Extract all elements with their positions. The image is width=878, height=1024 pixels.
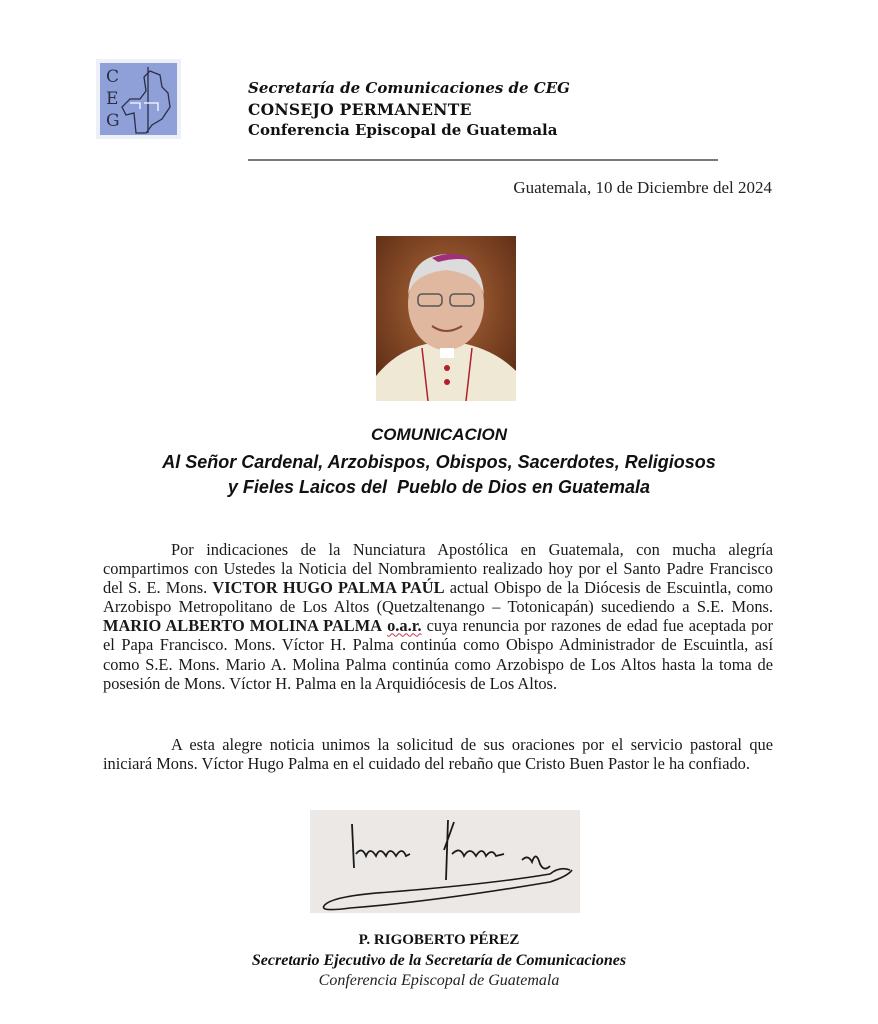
header-conferencia: Conferencia Episcopal de Guatemala <box>248 121 558 139</box>
header-consejo: CONSEJO PERMANENTE <box>248 100 472 119</box>
p1-text-a: Por indicaciones de la Nunciatura Apostólica en Guatemala, con mucha alegría compartimos con Ustedes la Noticia del Nombramiento realizado hoy por el Santo Padre Francisco del S. E. Mons. <box>103 540 773 598</box>
appointee-name: VICTOR HUGO PALMA PAÚL <box>212 578 445 598</box>
signatory-role: Secretario Ejecutivo de la Secretaría de Comunicaciones <box>251 952 627 969</box>
order-suffix: o.a.r. <box>387 616 422 636</box>
logo-letter-c: C <box>106 67 120 87</box>
body-paragraph-1 <box>103 540 773 693</box>
communication-heading: COMUNICACION <box>371 425 507 444</box>
signatory-name: P. RIGOBERTO PÉREZ <box>358 932 520 948</box>
addressees-line1: Al Señor Cardenal, Arzobispos, Obispos, Sacerdotes, Religiosos <box>162 452 716 472</box>
logo-letter-g: G <box>106 111 120 131</box>
addressees-line2: y Fieles Laicos del Pueblo de Dios en Guatemala <box>227 477 651 497</box>
p2-text: A esta alegre noticia unimos la solicitud de sus oraciones por el servicio pastoral que iniciará Mons. Víctor Hugo Palma en el cuidado del rebaño que Cristo Buen Pastor le ha confiado. <box>103 735 773 774</box>
header-secretaria: Secretaría de Comunicaciones de CEG <box>248 79 570 97</box>
predecessor-name: MARIO ALBERTO MOLINA PALMA <box>103 616 383 636</box>
document-date: Guatemala, 10 de Diciembre del 2024 <box>513 178 772 197</box>
signature-strokes <box>310 810 580 913</box>
logo-letter-e: E <box>106 89 119 109</box>
handwritten-signature <box>310 810 580 913</box>
header-divider <box>248 159 718 161</box>
p1-text-b: actual Obispo de la Diócesis de Escuintla, como Arzobispo Metropolitano de Los Altos (Quetzaltenango – Totonicapán) sucediendo a S.E. Mons. <box>103 578 773 617</box>
p1-text-c: cuya renuncia por razones de edad fue aceptada por el Papa Francisco. Mons. Víctor H. Palma continúa como Obispo Administrador de Escuintla, así como S.E. Mons. Mario A. Molina Palma continúa como Arzobispo de Los Altos hasta la toma de posesión de Mons. Víctor H. Palma en la Arquidiócesis de Los Altos. <box>103 616 773 693</box>
body-paragraph-2 <box>103 735 773 773</box>
ceg-logo <box>100 63 177 135</box>
portrait-image <box>376 236 516 401</box>
bishop-portrait <box>376 236 516 401</box>
signatory-organization: Conferencia Episcopal de Guatemala <box>318 972 560 989</box>
guatemala-map-icon <box>100 63 177 135</box>
